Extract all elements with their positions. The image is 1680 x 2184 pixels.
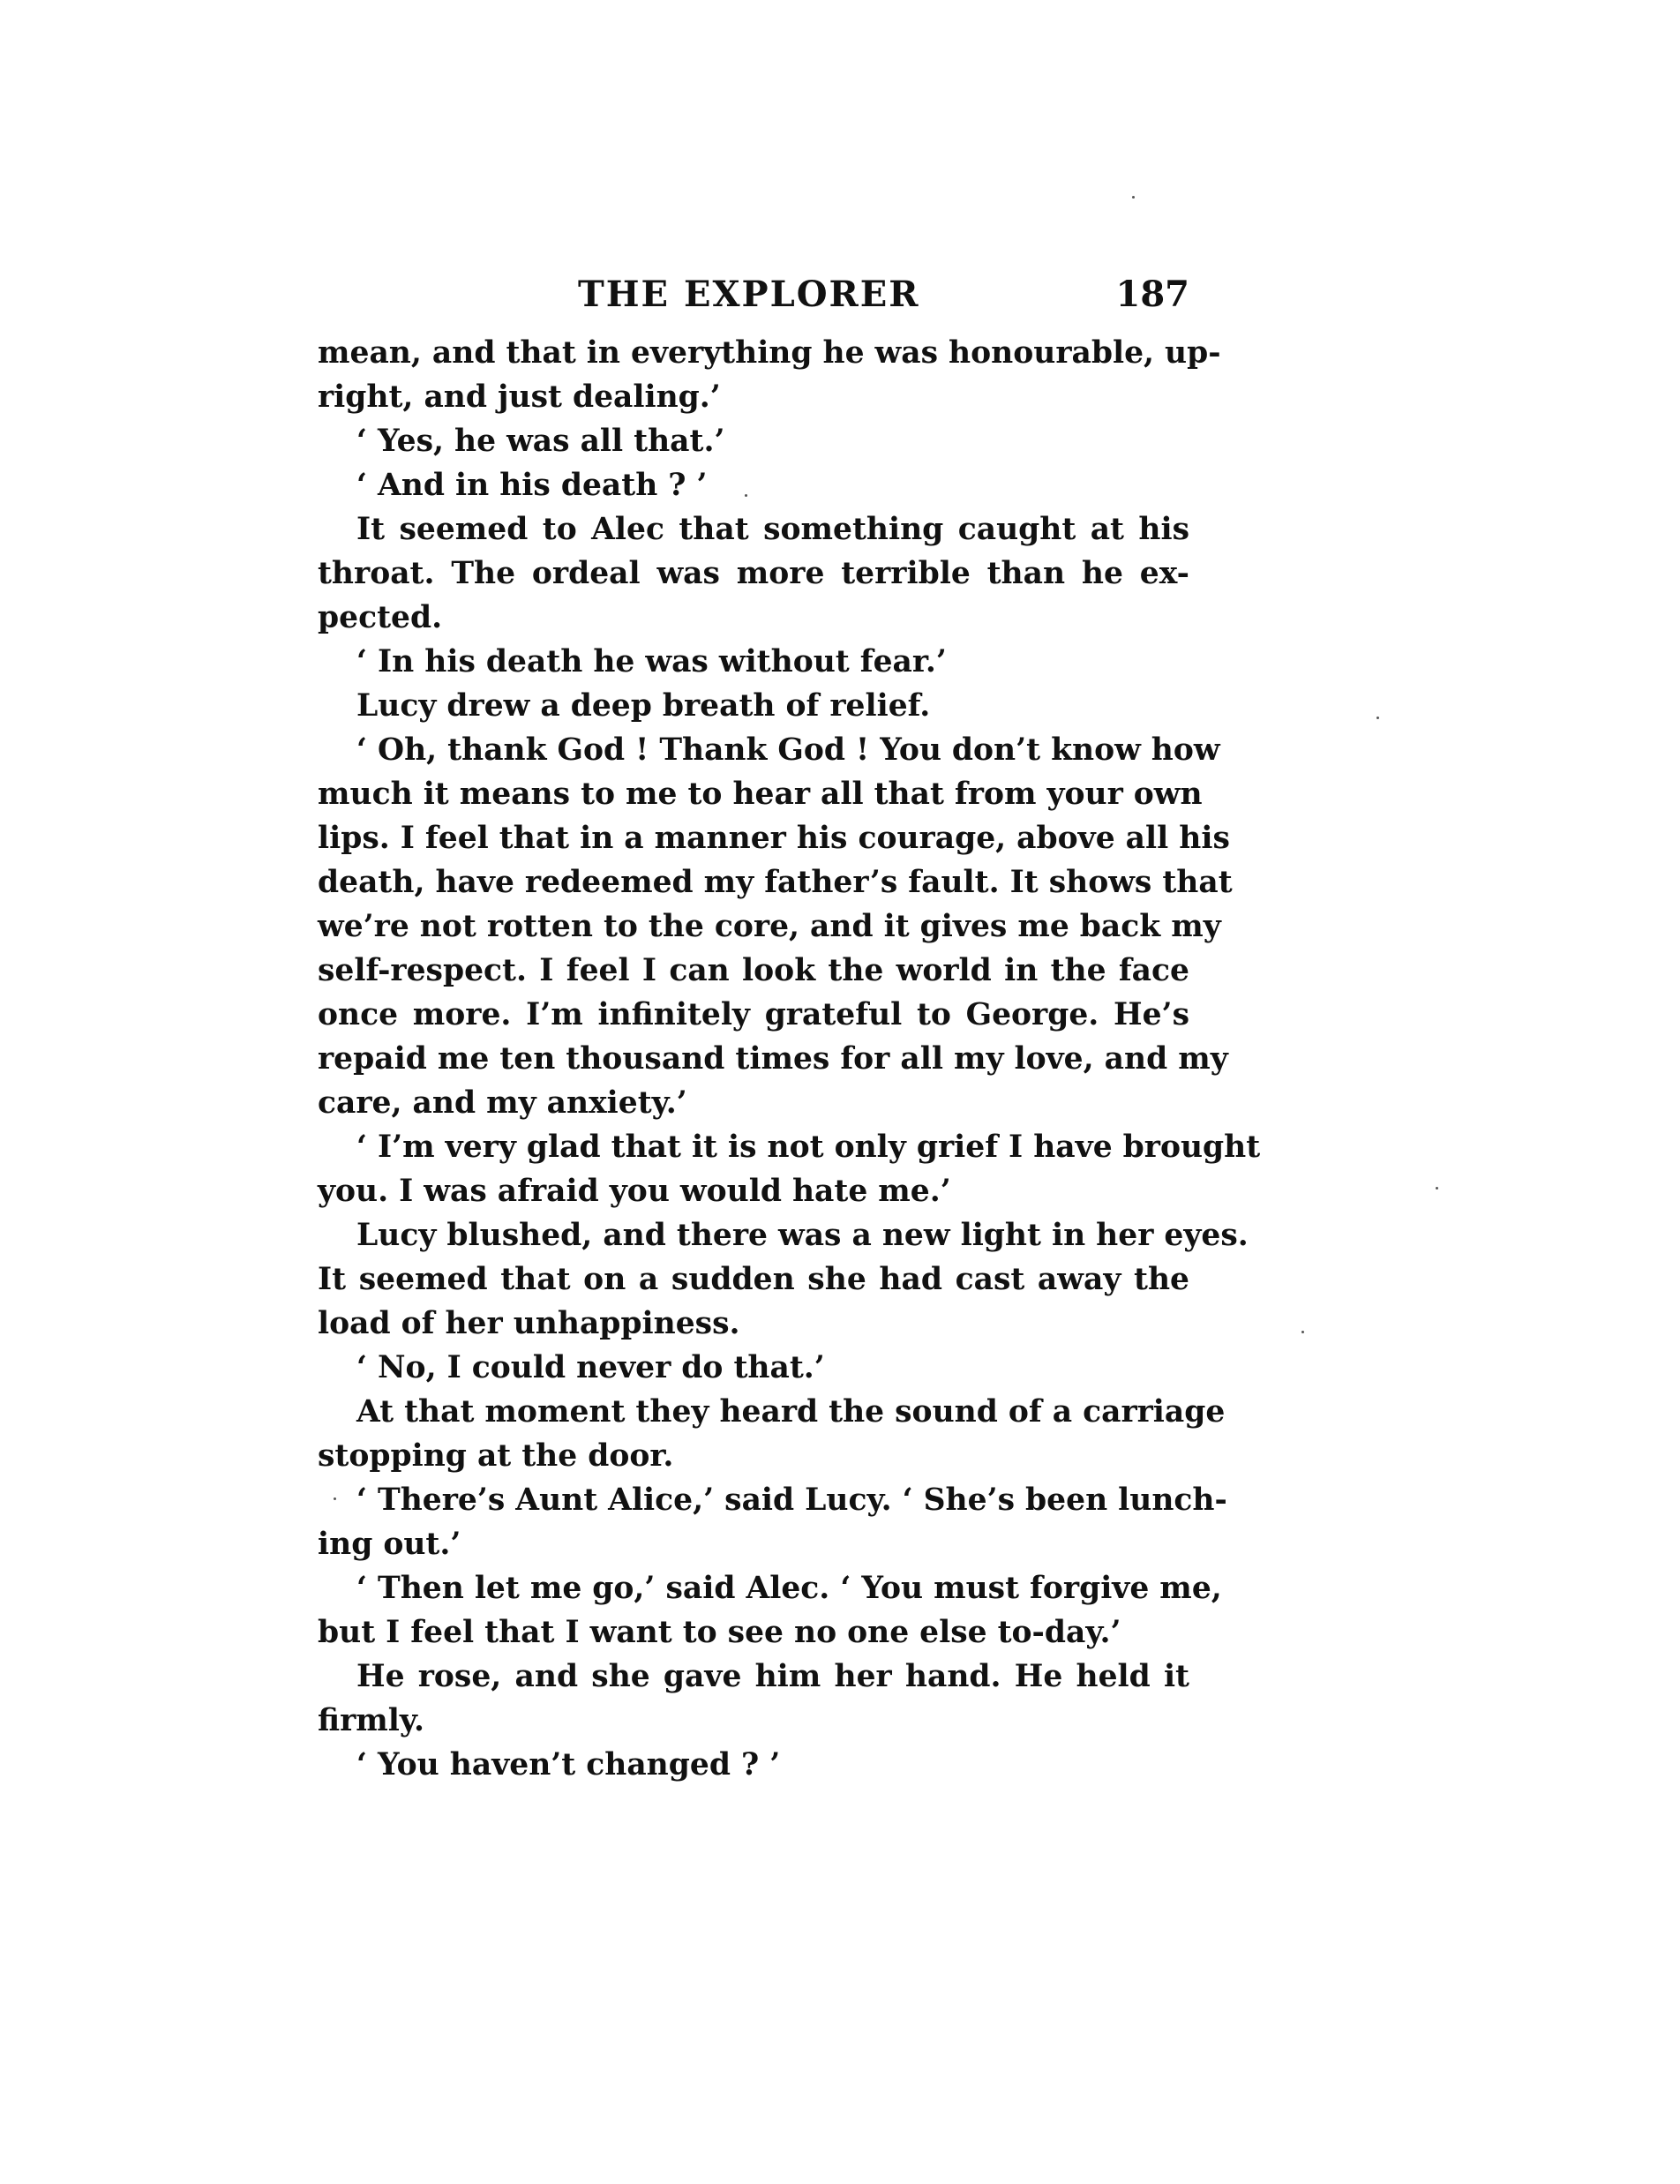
text-line: but I feel that I want to see no one else to-day.’ [318, 1615, 1121, 1650]
text-line: Lucy drew a deep breath of relief. [356, 688, 931, 724]
text-line: ‘ And in his death ? ’ [356, 468, 708, 503]
page-number: 187 [1115, 274, 1189, 315]
text-line: we’re not rotten to the core, and it gives me back my [318, 909, 1221, 944]
text-line: ‘ Oh, thank God ! Thank God ! You don’t know how [356, 732, 1220, 768]
text-line: lips. I feel that in a manner his courage, above all his [318, 821, 1230, 856]
text-line: repaid me ten thousand times for all my love, and my [318, 1041, 1228, 1077]
text-line: ‘ Then let me go,’ said Alec. ‘ You must forgive me, [356, 1571, 1222, 1606]
text-line: ‘ There’s Aunt Alice,’ said Lucy. ‘ She’s been lunch- [356, 1482, 1227, 1518]
text-line: At that moment they heard the sound of a carriage [356, 1394, 1226, 1430]
scan-speck [1301, 1331, 1304, 1333]
scan-speck [334, 1497, 336, 1500]
text-line: Lucy blushed, and there was a new light in her eyes. [356, 1218, 1249, 1253]
text-line: He rose, and she gave him her hand. He held it [356, 1659, 1189, 1694]
text-line: much it means to me to hear all that from your own [318, 777, 1203, 812]
text-line: ‘ In his death he was without fear.’ [356, 644, 947, 679]
text-line: self-respect. I feel I can look the world in the face [318, 953, 1189, 988]
text-line: you. I was afraid you would hate me.’ [318, 1174, 951, 1209]
scan-speck [1376, 717, 1379, 719]
scan-speck [745, 494, 747, 497]
text-line: ‘ Yes, he was all that.’ [356, 424, 725, 459]
text-line: It seemed that on a sudden she had cast away the [318, 1262, 1189, 1297]
running-title: THE EXPLORER [578, 274, 920, 315]
text-line: It seemed to Alec that something caught at his [356, 512, 1189, 547]
text-line: throat. The ordeal was more terrible than he ex- [318, 556, 1189, 591]
text-line: ‘ I’m very glad that it is not only grief I have brought [356, 1130, 1261, 1165]
text-line: ‘ You haven’t changed ? ’ [356, 1747, 781, 1782]
scan-speck [1436, 1187, 1438, 1190]
text-line: once more. I’m infinitely grateful to George. He’s [318, 997, 1189, 1032]
text-line: firmly. [318, 1703, 424, 1738]
text-line: ‘ No, I could never do that.’ [356, 1350, 825, 1385]
text-line: stopping at the door. [318, 1438, 674, 1474]
text-line: pected. [318, 600, 443, 635]
text-line: right, and just dealing.’ [318, 379, 721, 415]
text-line: death, have redeemed my father’s fault. It shows that [318, 865, 1233, 900]
body-text [318, 331, 1261, 1787]
text-line: care, and my anxiety.’ [318, 1085, 687, 1121]
text-line: mean, and that in everything he was honourable, up- [318, 335, 1221, 371]
text-line: ing out.’ [318, 1527, 461, 1562]
page-header [318, 274, 1189, 326]
text-line: load of her unhappiness. [318, 1306, 740, 1341]
scan-speck [1132, 196, 1135, 199]
